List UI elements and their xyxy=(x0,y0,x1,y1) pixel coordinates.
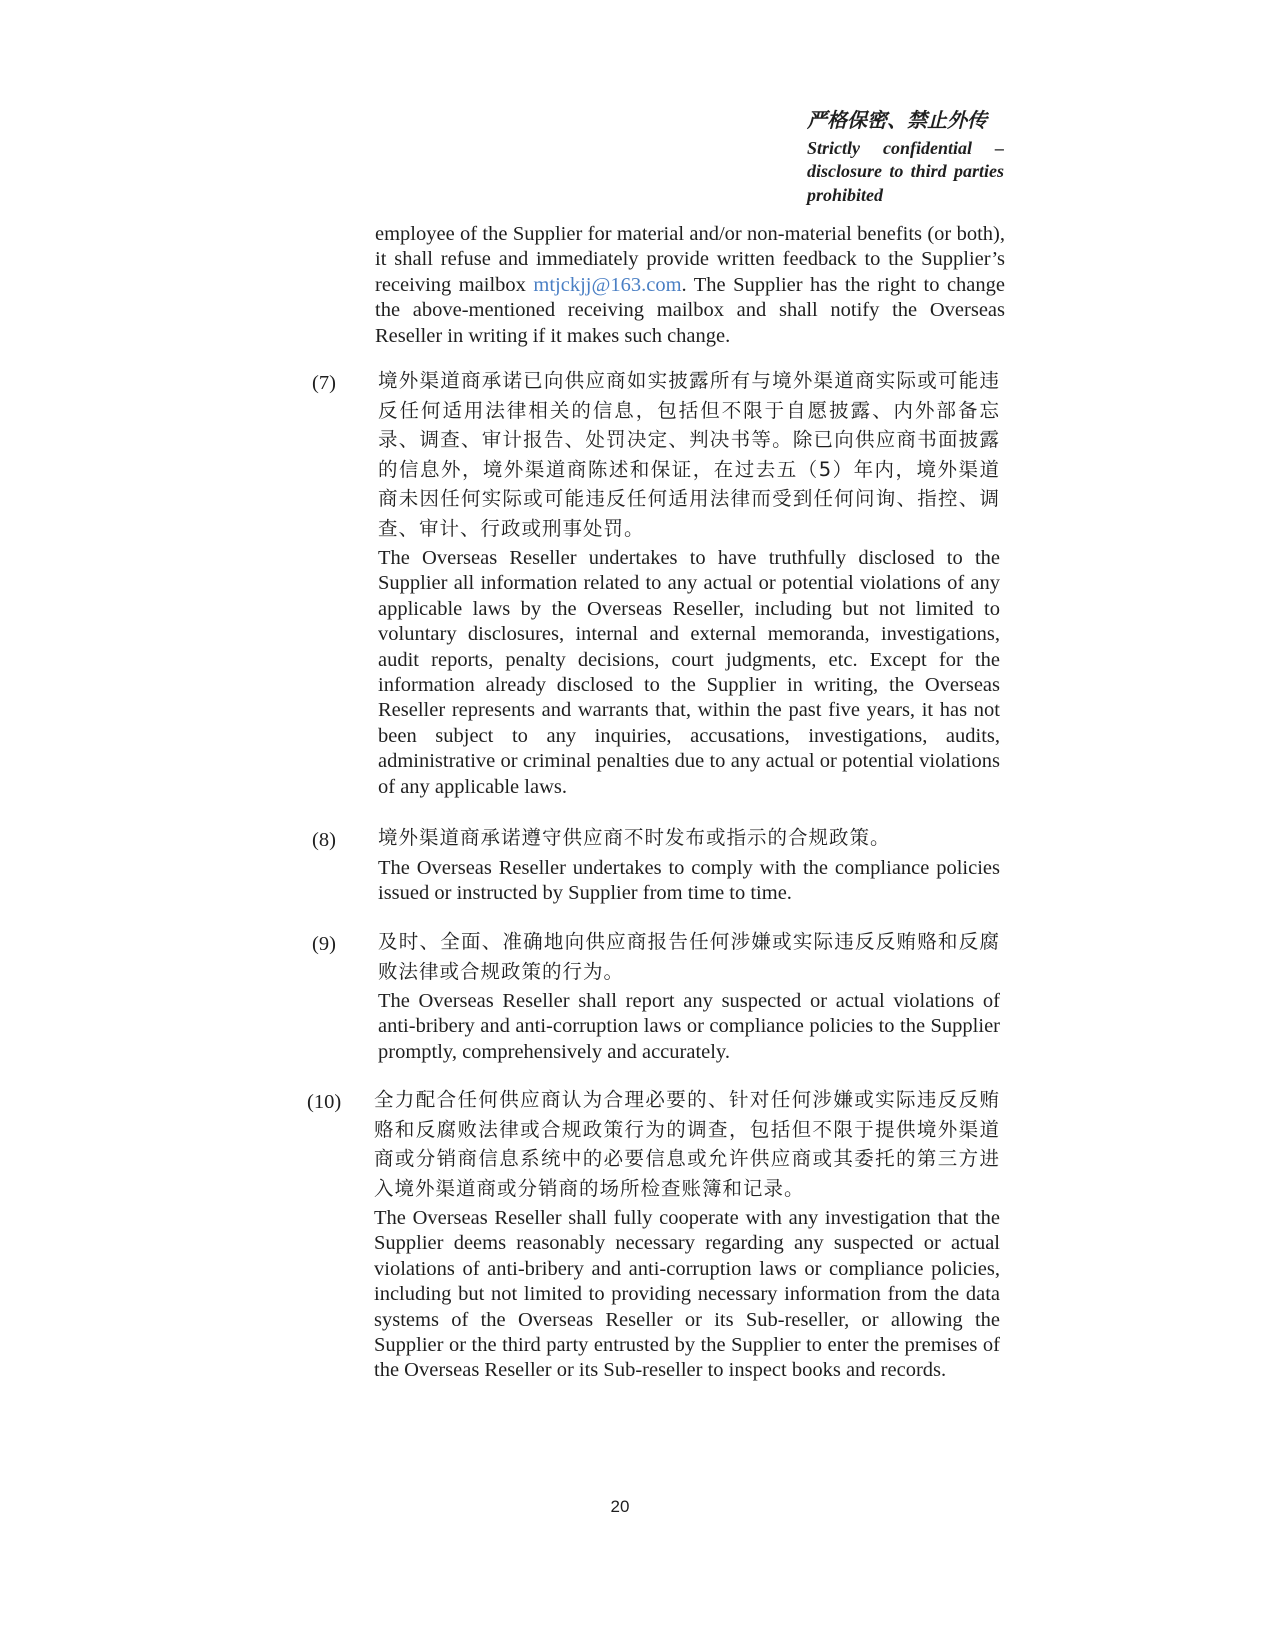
clause-7 xyxy=(378,366,1000,800)
clause-9 xyxy=(378,927,1000,1065)
intro-text-after: . The Supplier has the right to change the above-mentioned receiving mailbox and shall notify the Overseas Reseller in writing if it makes such change. xyxy=(375,273,1005,347)
supplier-email-link[interactable]: mtjckjj@163.com xyxy=(533,273,682,296)
clause-7-en: The Overseas Reseller undertakes to have truthfully disclosed to the Supplier all information related to any actual or potential violations of any applicable laws by the Overseas Reseller, including but not limited to voluntary disclosures, internal and external memoranda, investigations, audit reports, penalty decisions, court judgments, etc. Except for the information already disclosed to the Supplier in writing, the Overseas Reseller represents and warrants that, within the past five years, it has not been subject to any inquiries, accusations, investigations, audits, administrative or criminal penalties due to any actual or potential violations of any applicable laws. xyxy=(378,547,1000,798)
clause-9-cn: 及时、全面、准确地向供应商报告任何涉嫌或实际违反反贿赂和反腐败法律或合规政策的行为。 xyxy=(378,930,1000,983)
clause-number: (10) xyxy=(307,1091,342,1113)
clause-10 xyxy=(374,1085,1000,1384)
clause-10-cn: 全力配合任何供应商认为合理必要的、针对任何涉嫌或实际违反反贿赂和反腐败法律或合规政策行为的调查，包括但不限于提供境外渠道商或分销商信息系统中的必要信息或允许供应商或其委托的第三方进入境外渠道商或分销商的场所检查账簿和记录。 xyxy=(374,1088,1000,1200)
clause-number: (7) xyxy=(312,372,336,394)
intro-paragraph xyxy=(375,222,1005,349)
clause-number: (8) xyxy=(312,829,336,851)
clause-10-en: The Overseas Reseller shall fully cooperate with any investigation that the Supplier deems reasonably necessary regarding any suspected or actual violations of anti-bribery and anti-corruption laws or compliance policies, including but not limited to providing necessary information from the data systems of the Overseas Reseller or its Sub-reseller, or allowing the Supplier or the third party entrusted by the Supplier to enter the premises of the Overseas Reseller or its Sub-reseller to inspect books and records. xyxy=(374,1207,1000,1382)
intro-text-before: employee of the Supplier for material and/or non-material benefits (or both), it shall refuse and immediately provide written feedback to the Supplier’s receiving mailbox xyxy=(375,223,1005,296)
page-number: 20 xyxy=(610,1497,630,1516)
confidentiality-header xyxy=(807,110,1004,207)
clause-8-cn: 境外渠道商承诺遵守供应商不时发布或指示的合规政策。 xyxy=(378,826,891,849)
clause-9-en: The Overseas Reseller shall report any suspected or actual violations of anti-bribery and anti-corruption laws or compliance policies to the Supplier promptly, comprehensively and accurately. xyxy=(378,990,1000,1063)
clause-8-en: The Overseas Reseller undertakes to comply with the compliance policies issued or instructed by Supplier from time to time. xyxy=(378,856,1000,904)
clause-number: (9) xyxy=(312,933,336,955)
confidentiality-header-cn: 严格保密、禁止外传 xyxy=(807,110,987,132)
confidentiality-header-en: Strictly confidential – disclosure to third parties prohibited xyxy=(807,137,1004,205)
clause-7-cn: 境外渠道商承诺已向供应商如实披露所有与境外渠道商实际或可能违反任何适用法律相关的信息，包括但不限于自愿披露、内外部备忘录、调查、审计报告、处罚决定、判决书等。除已向供应商书面披露的信息外，境外渠道商陈述和保证，在过去五（5）年内，境外渠道商未因任何实际或可能违反任何适用法律而受到任何问询、指控、调查、审计、行政或刑事处罚。 xyxy=(378,369,1000,540)
clause-8 xyxy=(378,823,1000,906)
